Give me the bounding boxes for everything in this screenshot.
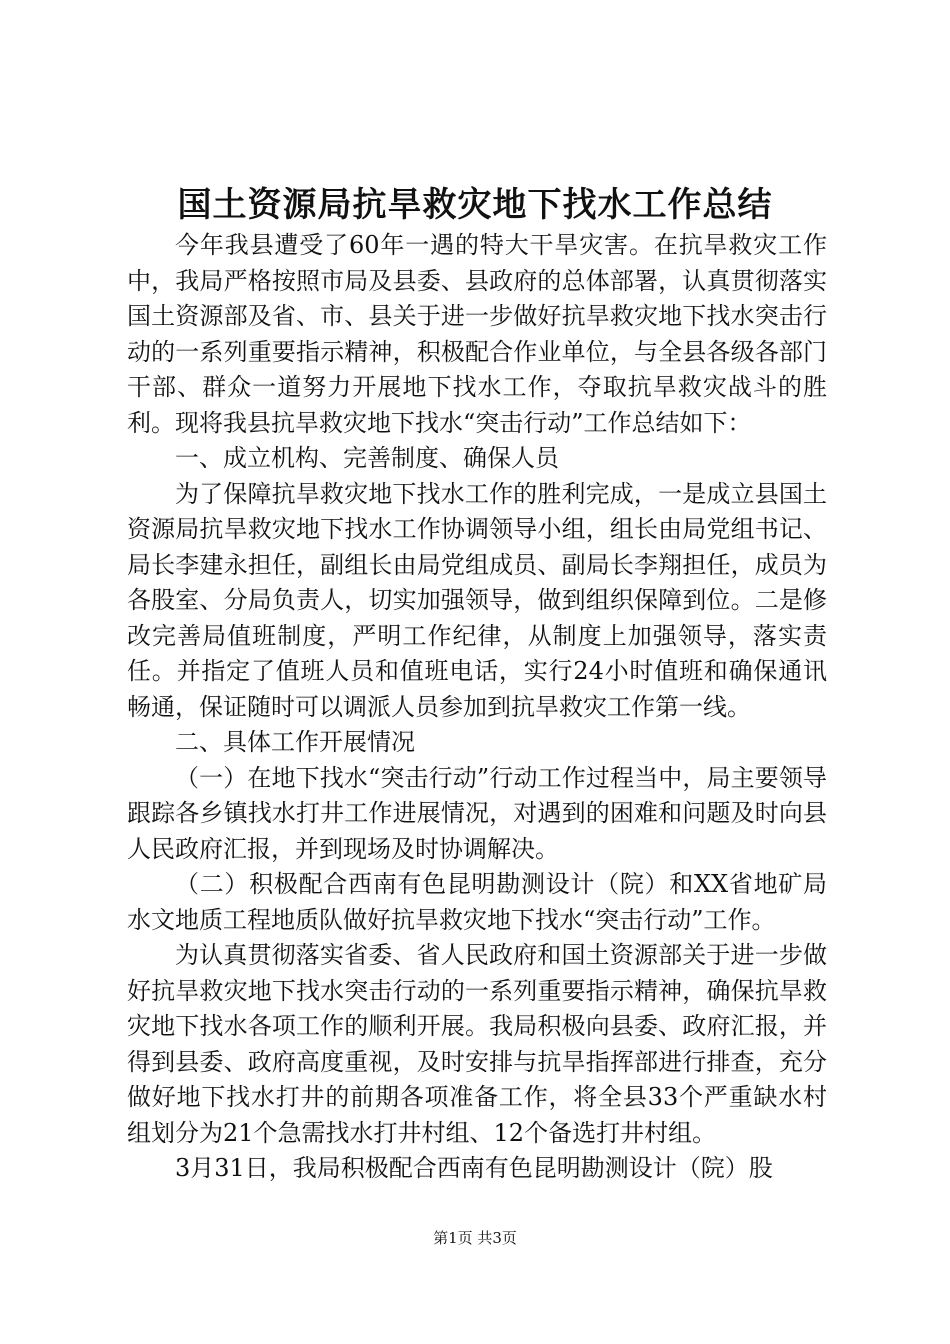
page-number-footer: 第1页 共3页 [433, 1229, 517, 1247]
paragraph-subsection-1: （一）在地下找水“突击行动”行动工作过程当中，局主要领导跟踪各乡镇找水打井工作进展情况，对遇到的困难和问题及时向县人民政府汇报，并到现场及时协调解决。 [127, 763, 827, 863]
document-body [127, 228, 827, 1187]
paragraph-details: 为认真贯彻落实省委、省人民政府和国土资源部关于进一步做好抗旱救灾地下找水突击行动的一系列重要指示精神，确保抗旱救灾地下找水各项工作的顺利开展。我局积极向县委、政府汇报，并得到县委、政府高度重视，及时安排与抗旱指挥部进行排查，充分做好地下找水打井的前期各项准备工作，将全县33个严重缺水村组划分为21个急需找水打井村组、12个备选打井村组。 [127, 941, 827, 1147]
section-heading-1: 一、成立机构、完善制度、确保人员 [175, 444, 559, 472]
paragraph-subsection-2: （二）积极配合西南有色昆明勘测设计（院）和XX省地矿局水文地质工程地质队做好抗旱救灾地下找水“突击行动”工作。 [127, 870, 827, 934]
paragraph-march-31: 3月31日，我局积极配合西南有色昆明勘测设计（院）股 [175, 1154, 773, 1182]
section-heading-2: 二、具体工作开展情况 [175, 728, 415, 756]
document-title: 国土资源局抗旱救灾地下找水工作总结 [177, 185, 773, 225]
paragraph-section-1: 为了保障抗旱救灾地下找水工作的胜利完成，一是成立县国土资源局抗旱救灾地下找水工作协调领导小组，组长由局党组书记、局长李建永担任，副组长由局党组成员、副局长李翔担任，成员为各股室、分局负责人，切实加强领导，做到组织保障到位。二是修改完善局值班制度，严明工作纪律，从制度上加强领导，落实责任。并指定了值班人员和值班电话，实行24小时值班和确保通讯畅通，保证随时可以调派人员参加到抗旱救灾工作第一线。 [127, 479, 827, 721]
paragraph-intro: 今年我县遭受了60年一遇的特大干旱灾害。在抗旱救灾工作中，我局严格按照市局及县委、县政府的总体部署，认真贯彻落实国土资源部及省、市、县关于进一步做好抗旱救灾地下找水突击行动的一系列重要指示精神，积极配合作业单位，与全县各级各部门干部、群众一道努力开展地下找水工作，夺取抗旱救灾战斗的胜利。现将我县抗旱救灾地下找水“突击行动”工作总结如下： [127, 231, 827, 437]
